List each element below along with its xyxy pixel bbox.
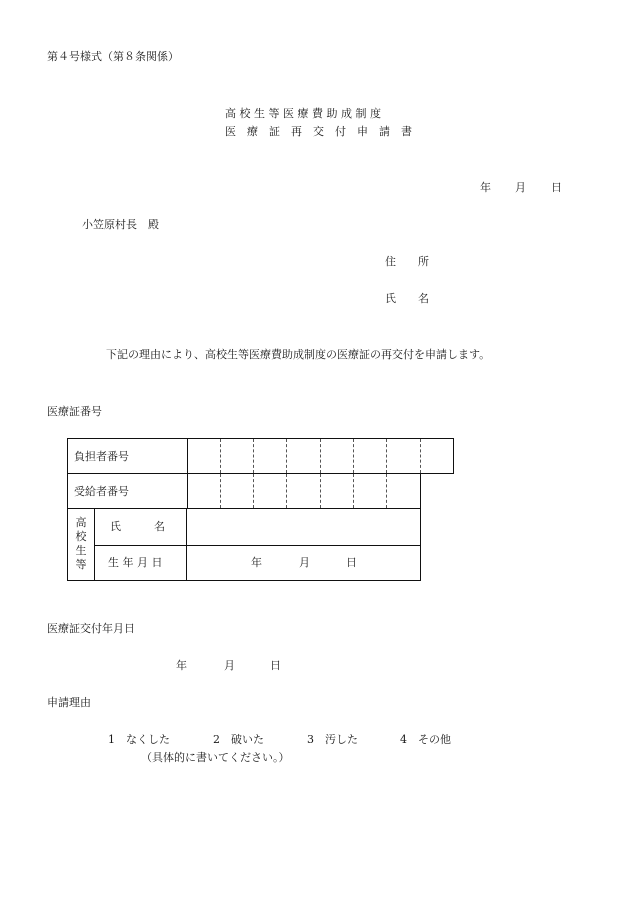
title-line-2: 医 療 証 再 交 付 申 請 書 [225, 125, 412, 138]
student-name-field[interactable] [186, 509, 420, 545]
recipient-number-row [67, 473, 421, 509]
addressee: 小笠原村長 殿 [82, 218, 159, 231]
payer-digit-6[interactable] [353, 439, 354, 473]
recipient-digit-7[interactable] [386, 474, 387, 508]
name-label: 氏 名 [385, 292, 429, 305]
date-month: 月 [515, 181, 526, 194]
recipient-digit-2[interactable] [220, 474, 221, 508]
student-birth-field[interactable] [186, 545, 420, 580]
payer-number-label: 負担者番号 [74, 450, 129, 463]
recipient-digit-1[interactable] [187, 474, 188, 508]
reason-option-lost[interactable]: 1 なくした [108, 733, 170, 746]
reason-option-torn[interactable]: 2 破いた [213, 733, 264, 746]
reason-note: （具体的に書いてください。） [141, 751, 290, 764]
reason-option-soiled[interactable]: 3 汚した [307, 733, 358, 746]
student-name-row [94, 509, 420, 546]
reason-heading: 申請理由 [47, 696, 91, 709]
payer-digit-2[interactable] [220, 439, 221, 473]
student-birth-label: 生 年 月 日 [108, 556, 163, 569]
student-label-char: 高 [75, 516, 87, 529]
form-number: 第４号様式（第８条関係） [47, 50, 179, 63]
student-name-label: 氏 名 [110, 520, 165, 533]
recipient-digit-3[interactable] [253, 474, 254, 508]
address-label: 住 所 [385, 255, 429, 268]
date-year: 年 [480, 181, 491, 194]
payer-digit-5[interactable] [320, 439, 321, 473]
issue-date-heading: 医療証交付年月日 [47, 622, 135, 635]
student-label-char: 校 [75, 530, 87, 543]
issue-year: 年 [176, 659, 187, 672]
recipient-digit-6[interactable] [353, 474, 354, 508]
student-vertical-label [74, 516, 88, 572]
title-line-1: 高 校 生 等 医 療 費 助 成 制 度 [225, 107, 381, 120]
recipient-digit-5[interactable] [320, 474, 321, 508]
student-label-char: 等 [75, 558, 87, 571]
student-birth-row [94, 545, 420, 580]
payer-number-row [67, 438, 454, 474]
payer-digit-7[interactable] [386, 439, 387, 473]
payer-digit-1[interactable] [187, 439, 188, 473]
payer-digit-3[interactable] [253, 439, 254, 473]
birth-day: 日 [346, 556, 357, 569]
birth-month: 月 [299, 556, 310, 569]
student-block [67, 508, 421, 581]
student-label-char: 生 [75, 544, 87, 557]
date-day: 日 [551, 181, 562, 194]
recipient-digit-4[interactable] [286, 474, 287, 508]
issue-day: 日 [270, 659, 281, 672]
statement: 下記の理由により、高校生等医療費助成制度の医療証の再交付を申請します。 [106, 348, 491, 361]
payer-digit-8[interactable] [420, 439, 421, 473]
birth-year: 年 [251, 556, 262, 569]
issue-month: 月 [224, 659, 235, 672]
recipient-number-label: 受給者番号 [74, 485, 129, 498]
cert-number-heading: 医療証番号 [47, 405, 102, 418]
student-vertical-label-cell [68, 509, 95, 580]
reason-option-other[interactable]: 4 その他 [400, 733, 451, 746]
payer-digit-4[interactable] [286, 439, 287, 473]
